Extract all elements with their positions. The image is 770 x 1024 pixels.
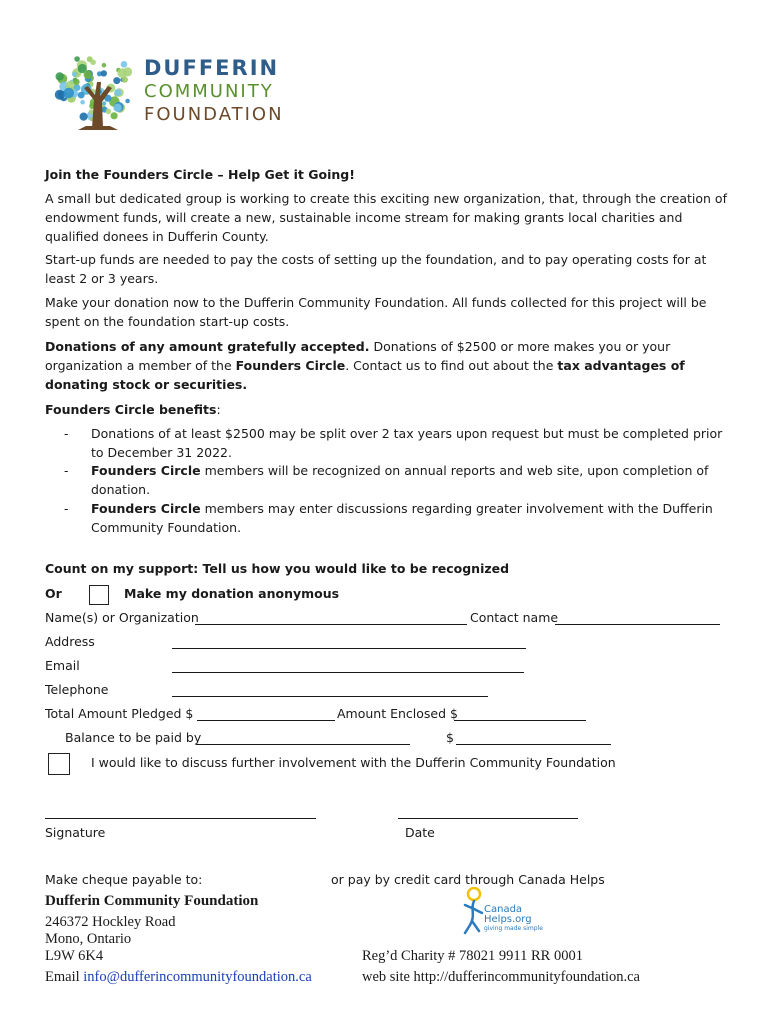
email-label-text: Email: [45, 969, 84, 985]
balance-label: Balance to be paid by: [65, 730, 202, 745]
signature-label: Signature: [45, 825, 106, 840]
telephone-label: Telephone: [45, 682, 109, 697]
canada-helps-logo[interactable]: [462, 887, 572, 937]
donations-accepted: Donations of any amount gratefully accepted.: [45, 339, 370, 354]
amount-enclosed-field[interactable]: [454, 706, 586, 721]
address-label: Address: [45, 634, 95, 649]
logo-dot: [102, 101, 106, 105]
benefits-colon: :: [216, 402, 221, 417]
canada-helps-tagline: giving made simple: [484, 925, 543, 932]
email-line: [45, 969, 312, 986]
names-field[interactable]: [195, 610, 467, 625]
logo-dot: [72, 72, 77, 77]
benefit-text: Donations of at least $2500 may be split over 2 tax years upon request but must be completed prior to December 31 2022.: [91, 426, 723, 460]
benefit-text-rest: members will be recognized on annual reports and web site, upon completion of donation.: [91, 463, 709, 497]
benefit-text-rest: members may enter discussions regarding greater involvement with the Dufferin Community Foundation.: [91, 501, 713, 535]
address-line-1: 246372 Hockley Road: [45, 914, 176, 930]
balance-amount-field[interactable]: [456, 730, 611, 745]
logo-dot: [74, 84, 81, 91]
logo-dot: [102, 63, 107, 68]
benefit-text: [91, 499, 731, 537]
logo-dot: [106, 109, 112, 115]
benefit-item: [64, 499, 734, 537]
donate-paragraph: Make your donation now to the Dufferin Community Foundation. All funds collected for this project will be spent on the foundation start-up costs.: [45, 295, 707, 329]
email-label: Email: [45, 658, 80, 673]
logo-line-dufferin: DUFFERIN: [144, 56, 280, 80]
logo-dot: [122, 76, 128, 82]
org-name: Dufferin Community Foundation: [45, 893, 259, 909]
founders-circle-bold: Founders Circle: [91, 463, 201, 478]
or-label: Or: [45, 586, 62, 601]
date-field[interactable]: [398, 804, 578, 819]
benefit-item: [64, 424, 734, 462]
donations-text2: . Contact us to find out about the: [345, 358, 558, 373]
founders-circle-bold: Founders Circle: [235, 358, 346, 373]
balance-date-field[interactable]: [196, 730, 410, 745]
logo-dot: [125, 99, 130, 104]
address-field[interactable]: [172, 634, 526, 649]
logo-dot: [90, 59, 96, 65]
total-pledged-field[interactable]: [197, 706, 335, 721]
logo-dot: [111, 112, 118, 119]
anonymous-label: Make my donation anonymous: [124, 586, 340, 601]
balance-dollar: $: [446, 730, 454, 745]
canada-helps-line2: Helps.org: [484, 914, 532, 925]
amount-enclosed-label: Amount Enclosed $: [337, 706, 458, 721]
logo: [48, 48, 298, 133]
logo-dot: [117, 68, 127, 78]
donations-text1: Donations of $2500 or more makes you or your organization a member of the: [45, 339, 671, 373]
logo-dot: [113, 104, 121, 112]
list-dash: -: [64, 501, 69, 516]
cheque-label: Make cheque payable to:: [45, 872, 203, 887]
benefits-title: [45, 400, 735, 419]
logo-dot: [73, 79, 79, 85]
founders-circle-bold: Founders Circle: [91, 501, 201, 516]
names-label: Name(s) or Organization: [45, 610, 199, 625]
logo-dot: [78, 92, 85, 99]
email-field[interactable]: [172, 658, 524, 673]
logo-line-community: COMMUNITY: [144, 81, 274, 102]
canada-helps-line1: Canada: [484, 904, 523, 915]
donations-paragraph: [45, 337, 735, 394]
credit-card-label: or pay by credit card through Canada Helps: [331, 872, 605, 887]
discuss-checkbox[interactable]: [48, 753, 70, 775]
contact-field[interactable]: [555, 610, 720, 625]
logo-dot: [56, 72, 64, 80]
logo-dot: [80, 100, 85, 105]
recognition-heading: Count on my support: Tell us how you would like to be recognized: [45, 561, 510, 576]
telephone-field[interactable]: [172, 682, 488, 697]
signature-field[interactable]: [45, 804, 316, 819]
logo-dot: [80, 113, 88, 121]
startup-paragraph: Start-up funds are needed to pay the costs of setting up the foundation, and to pay operating costs for at least 2 or 3 years.: [45, 252, 707, 286]
anonymous-checkbox[interactable]: [89, 585, 109, 605]
list-dash: -: [64, 463, 69, 478]
discuss-label: I would like to discuss further involvement with the Dufferin Community Foundation: [91, 755, 616, 770]
list-dash: -: [64, 426, 69, 441]
logo-dot: [84, 70, 93, 79]
tax-advantages: tax advantages of donating stock or securities.: [45, 358, 685, 392]
logo-dot: [101, 70, 107, 76]
contact-label: Contact name: [470, 610, 559, 625]
logo-dot: [121, 61, 128, 68]
email-link[interactable]: info@dufferincommunityfoundation.ca: [83, 969, 312, 985]
benefits-title-text: Founders Circle benefits: [45, 402, 217, 417]
logo-dot: [114, 89, 121, 96]
total-pledged-label: Total Amount Pledged $: [45, 706, 194, 721]
address-line-3: L9W 6K4: [45, 948, 104, 964]
logo-dot: [89, 109, 94, 114]
benefit-item: [64, 461, 734, 499]
charity-number: Reg’d Charity # 78021 9911 RR 0001: [362, 948, 583, 964]
website: web site http://dufferincommunityfoundation.ca: [362, 969, 640, 985]
date-label: Date: [405, 825, 435, 840]
logo-dot: [113, 77, 120, 84]
intro-paragraph: A small but dedicated group is working to create this exciting new organization, that, through the creation of endowment funds, will create a new, sustainable income stream for making grants local charities and qualified donees in Dufferin County.: [45, 191, 727, 244]
benefit-text: [91, 461, 731, 499]
logo-dot: [64, 88, 74, 98]
logo-dot: [74, 56, 80, 62]
tree-logo-icon: [48, 48, 143, 133]
logo-line-foundation: FOUNDATION: [144, 104, 284, 125]
page-title: Join the Founders Circle – Help Get it Going!: [45, 167, 355, 182]
address-line-2: Mono, Ontario: [45, 931, 132, 947]
